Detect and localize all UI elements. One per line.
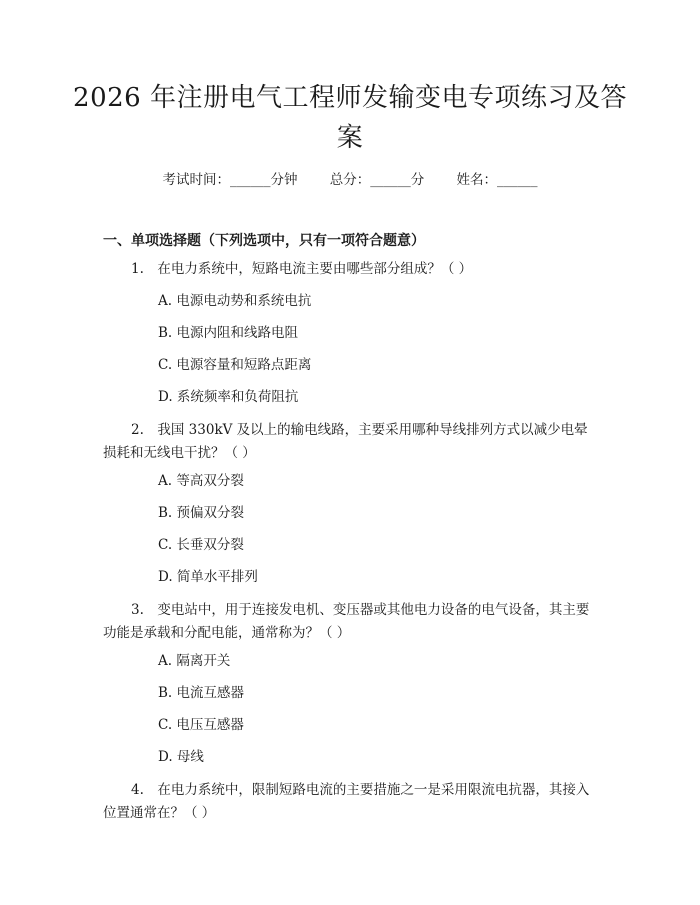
- option-3b: B. 电流互感器: [158, 685, 245, 701]
- exam-info-line: [0, 168, 700, 188]
- option-1a: A. 电源电动势和系统电抗: [158, 293, 312, 309]
- question-3: 3. 变电站中，用于连接发电机、变压器或其他电力设备的电气设备，其主要功能是承载和分配电能，通常称为？（ ）: [103, 602, 590, 641]
- option-1d: D. 系统频率和负荷阻抗: [158, 389, 299, 405]
- total-score-field: 总分：______分: [329, 172, 425, 188]
- question-4: 4. 在电力系统中，限制短路电流的主要措施之一是采用限流电抗器，其接入位置通常在？（ ）: [103, 782, 590, 821]
- question-2: 2. 我国 330kV 及以上的输电线路，主要采用哪种导线排列方式以减少电晕损耗和无线电干扰？（ ）: [103, 422, 588, 461]
- option-3a: A. 隔离开关: [158, 653, 231, 669]
- option-3c: C. 电压互感器: [158, 717, 244, 733]
- option-2d: D. 简单水平排列: [158, 569, 258, 585]
- option-1c: C. 电源容量和短路点距离: [158, 357, 312, 373]
- document-title: 2026 年注册电气工程师发输变电专项练习及答案: [73, 83, 627, 153]
- question-1: 1. 在电力系统中，短路电流主要由哪些部分组成？（ ）: [131, 261, 473, 277]
- exam-time-field: 考试时间：______分钟: [162, 172, 298, 188]
- name-field: 姓名：______: [456, 172, 538, 188]
- option-1b: B. 电源内阻和线路电阻: [158, 325, 299, 341]
- option-2a: A. 等高双分裂: [158, 473, 244, 489]
- section-heading: 一、单项选择题（下列选项中，只有一项符合题意）: [103, 233, 425, 249]
- option-3d: D. 母线: [158, 749, 204, 765]
- option-2c: C. 长垂双分裂: [158, 537, 244, 553]
- option-2b: B. 预偏双分裂: [158, 505, 245, 521]
